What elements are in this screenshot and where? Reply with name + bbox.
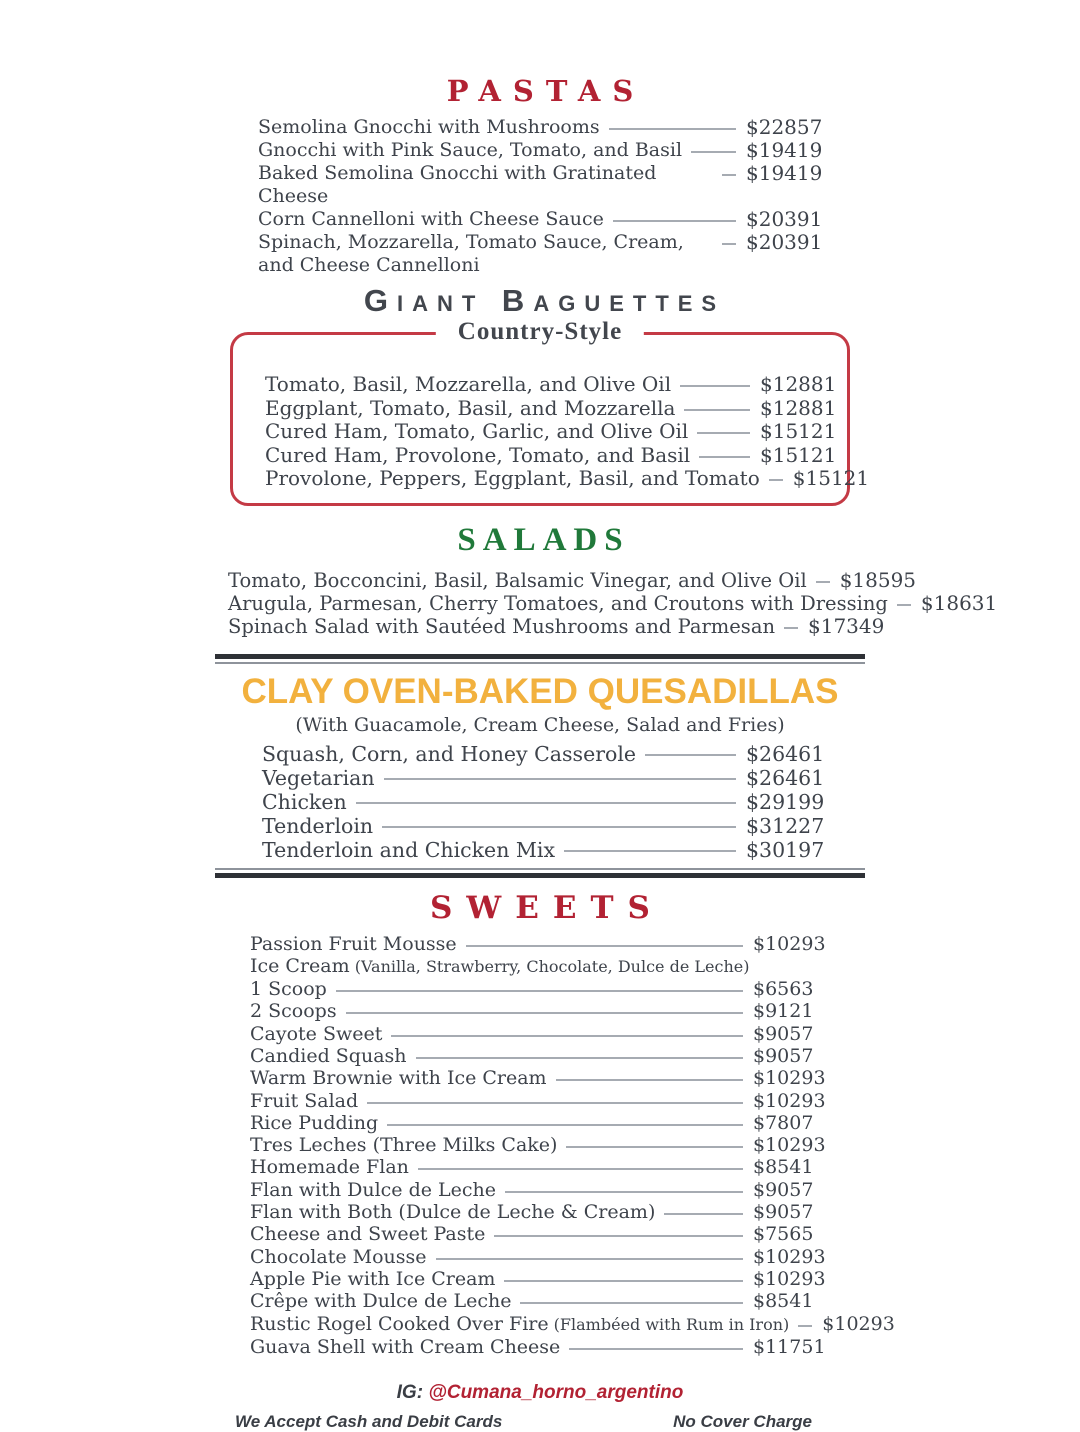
leader-line [816, 581, 830, 583]
leader-line [520, 1302, 743, 1304]
item-price: $7565 [753, 1223, 814, 1246]
leader-line [336, 990, 743, 992]
item-name: Tenderloin and Chicken Mix [262, 837, 556, 862]
menu-item-row [250, 1179, 825, 1201]
item-name: Arugula, Parmesan, Cherry Tomatoes, and Croutons with Dressing [228, 591, 888, 615]
instagram-label: IG: [396, 1382, 424, 1404]
leader-line [798, 1325, 812, 1327]
baguettes-subtitle: Country-Style [457, 318, 623, 345]
item-note: (Flambéed with Rum in Iron) [548, 1314, 790, 1334]
baguettes-item-list [265, 372, 870, 491]
item-price: $9121 [753, 1000, 814, 1023]
menu-item-row [250, 978, 825, 1000]
menu-item-row [250, 1201, 825, 1223]
item-name: Crêpe with Dulce de Leche [250, 1290, 512, 1313]
item-price: $15121 [760, 442, 837, 467]
menu-item-row [258, 207, 823, 231]
item-price: $9057 [753, 1201, 814, 1224]
menu-item-row [258, 138, 823, 162]
item-name: Vegetarian [262, 765, 375, 790]
item-price: $10293 [753, 1067, 826, 1090]
leader-line [367, 1102, 743, 1104]
item-price: $10293 [753, 1134, 826, 1157]
cover-charge-note: No Cover Charge [673, 1412, 812, 1432]
item-name: Spinach Salad with Sautéed Mushrooms and Parmesan [228, 614, 775, 638]
item-name: Eggplant, Tomato, Basil, and Mozzarella [265, 395, 676, 420]
payment-note: We Accept Cash and Debit Cards [235, 1412, 503, 1432]
item-name: Tenderloin [262, 813, 374, 838]
salads-section-title: SALADS [457, 521, 630, 558]
leader-line [784, 627, 798, 629]
item-price: $9057 [753, 1044, 814, 1067]
leader-line [418, 1168, 743, 1170]
item-name: 2 Scoops [250, 1000, 337, 1023]
menu-item-row [250, 933, 825, 955]
item-price: $15121 [792, 466, 870, 490]
menu-item-row [228, 567, 917, 592]
item-price: $17349 [808, 613, 885, 638]
leader-line [494, 1235, 743, 1237]
leader-line [691, 151, 736, 153]
leader-line [897, 604, 911, 606]
menu-item-row [265, 442, 837, 468]
leader-line [436, 1258, 744, 1260]
item-name: Guava Shell with Cream Cheese [250, 1335, 561, 1358]
item-name: Homemade Flan [250, 1156, 409, 1179]
item-price: $15121 [760, 419, 837, 443]
item-name: Passion Fruit Mousse [250, 932, 457, 955]
menu-item-row [250, 1067, 825, 1089]
item-price: $7807 [753, 1111, 814, 1134]
item-price: $10293 [822, 1312, 895, 1335]
item-price: $22857 [746, 115, 823, 139]
item-name: Provolone, Peppers, Eggplant, Basil, and Tomato [265, 466, 760, 490]
baguettes-subtitle-wrap [436, 318, 644, 346]
quesadillas-subtitle: (With Guacamole, Cream Cheese, Salad and Fries) [295, 713, 785, 736]
leader-line [609, 128, 736, 130]
salads-item-list [215, 567, 998, 638]
menu-item-row [265, 395, 837, 421]
menu-item-row [265, 419, 837, 444]
menu-item-row [228, 613, 885, 638]
leader-line [699, 456, 750, 458]
item-name: Spinach, Mozzarella, Tomato Sauce, Cream, and Cheese Cannelloni [258, 231, 684, 276]
quesadillas-item-list [215, 742, 865, 862]
menu-item-row [250, 1000, 825, 1022]
leader-line [391, 1035, 743, 1037]
leader-line [769, 479, 783, 481]
leader-line [697, 432, 750, 434]
item-name: Chocolate Mousse [250, 1245, 427, 1268]
menu-item-row [250, 1090, 825, 1112]
menu-column [215, 0, 998, 1432]
menu-item-row [250, 1246, 825, 1268]
item-price: $18631 [920, 590, 998, 615]
sweets-item-list [215, 932, 895, 1359]
menu-item-row [250, 1134, 825, 1156]
leader-line [416, 1057, 743, 1059]
item-price: $12881 [760, 395, 837, 420]
item-price: $10293 [753, 932, 826, 955]
menu-item-row [250, 955, 825, 978]
leader-line [566, 1146, 743, 1148]
sweets-section-title: SWEETS [430, 889, 664, 926]
item-price: $30197 [746, 837, 825, 862]
instagram-line [215, 1382, 865, 1404]
item-name: Rice Pudding [250, 1111, 379, 1134]
menu-item-row [258, 115, 823, 139]
item-name: Candied Squash [250, 1044, 407, 1067]
leader-line [680, 385, 750, 387]
item-price: $19419 [746, 161, 823, 185]
menu-item-row [262, 789, 825, 814]
instagram-handle: @Cumana_horno_argentino [428, 1382, 684, 1404]
item-name: Rustic Rogel Cooked Over Fire (Flambéed with Rum in Iron) [250, 1312, 790, 1335]
item-name: Cured Ham, Provolone, Tomato, and Basil [265, 442, 691, 467]
menu-item-row [250, 1156, 825, 1178]
menu-item-row [250, 1312, 895, 1336]
double-rule-top [215, 654, 865, 664]
menu-item-row [250, 1112, 825, 1134]
item-name: Tomato, Basil, Mozzarella, and Olive Oil [265, 372, 672, 396]
leader-line [664, 1213, 743, 1215]
menu-item-row [250, 1290, 825, 1312]
menu-item-row [262, 741, 825, 766]
menu-item-row [250, 1223, 825, 1245]
item-price: $19419 [746, 138, 823, 162]
item-price: $8541 [753, 1156, 814, 1179]
item-name: Warm Brownie with Ice Cream [250, 1067, 547, 1090]
item-price: $11751 [753, 1335, 826, 1358]
item-name: Baked Semolina Gnocchi with Gratinated Cheese [258, 162, 657, 207]
leader-line [356, 802, 736, 804]
leader-line [382, 826, 736, 828]
pastas-section-title: PASTAS [446, 74, 646, 108]
item-price: $18595 [839, 567, 917, 592]
leader-line [722, 174, 736, 176]
item-name: Flan with Both (Dulce de Leche & Cream) [250, 1201, 656, 1224]
baguettes-section-title: Giant Baguettes [363, 283, 726, 318]
menu-item-row [262, 765, 825, 790]
item-price: $26461 [746, 765, 825, 790]
pastas-item-list [215, 116, 865, 277]
item-price: $10293 [753, 1245, 826, 1268]
item-name: Cayote Sweet [250, 1022, 383, 1045]
item-name: Flan with Dulce de Leche [250, 1178, 497, 1201]
item-name: Cheese and Sweet Paste [250, 1223, 486, 1246]
leader-line [346, 1012, 743, 1014]
item-name: Cured Ham, Tomato, Garlic, and Olive Oil [265, 419, 689, 443]
item-name: Tres Leches (Three Milks Cake) [250, 1134, 558, 1157]
menu-item-row [250, 1045, 825, 1067]
footer-notes [215, 1412, 865, 1432]
item-note: (Vanilla, Strawberry, Chocolate, Dulce de Leche) [349, 956, 750, 976]
item-name: Semolina Gnocchi with Mushrooms [258, 116, 600, 138]
menu-item-row [250, 1023, 825, 1045]
menu-item-row [265, 466, 870, 491]
menu-item-row [228, 590, 998, 615]
item-name: Gnocchi with Pink Sauce, Tomato, and Basil [258, 139, 683, 161]
item-price: $31227 [746, 813, 825, 838]
item-price: $12881 [760, 372, 837, 396]
menu-item-row [250, 1336, 825, 1358]
item-name: Corn Cannelloni with Cheese Sauce [258, 208, 604, 230]
menu-item-row [262, 837, 825, 862]
leader-line [722, 243, 736, 245]
leader-line [505, 1191, 743, 1193]
leader-line [384, 778, 736, 780]
menu-item-row [265, 372, 837, 397]
item-price: $20391 [746, 230, 823, 254]
item-price: $10293 [753, 1267, 826, 1290]
item-name: Fruit Salad [250, 1089, 359, 1112]
item-price: $29199 [746, 789, 825, 814]
item-name: Squash, Corn, and Honey Casserole [262, 741, 637, 766]
item-price: $8541 [753, 1290, 814, 1313]
menu-item-row [258, 230, 823, 277]
leader-line [387, 1124, 743, 1126]
item-price: $9057 [753, 1022, 814, 1045]
item-name: Apple Pie with Ice Cream [250, 1267, 496, 1290]
leader-line [645, 754, 736, 756]
item-name: Ice Cream (Vanilla, Strawberry, Chocolate, Dulce de Leche) [250, 954, 750, 977]
quesadillas-section-title: CLAY OVEN-BAKED QUESADILLAS [241, 671, 839, 711]
leader-line [613, 220, 736, 222]
double-rule-bottom [215, 868, 865, 878]
item-name: 1 Scoop [250, 978, 327, 1001]
item-name: Chicken [262, 789, 347, 814]
item-name: Tomato, Bocconcini, Basil, Balsamic Vinegar, and Olive Oil [228, 568, 807, 592]
leader-line [569, 1348, 743, 1350]
leader-line [466, 945, 743, 947]
item-price: $20391 [746, 207, 823, 231]
menu-item-row [262, 813, 825, 838]
item-price: $26461 [746, 741, 825, 766]
leader-line [684, 409, 750, 411]
baguettes-box [230, 318, 870, 506]
menu-item-row [258, 161, 823, 208]
item-price: $6563 [753, 978, 814, 1001]
leader-line [504, 1280, 743, 1282]
menu-item-row [250, 1268, 825, 1290]
leader-line [556, 1079, 743, 1081]
item-price: $10293 [753, 1089, 826, 1112]
leader-line [564, 850, 736, 852]
item-price: $9057 [753, 1178, 814, 1201]
